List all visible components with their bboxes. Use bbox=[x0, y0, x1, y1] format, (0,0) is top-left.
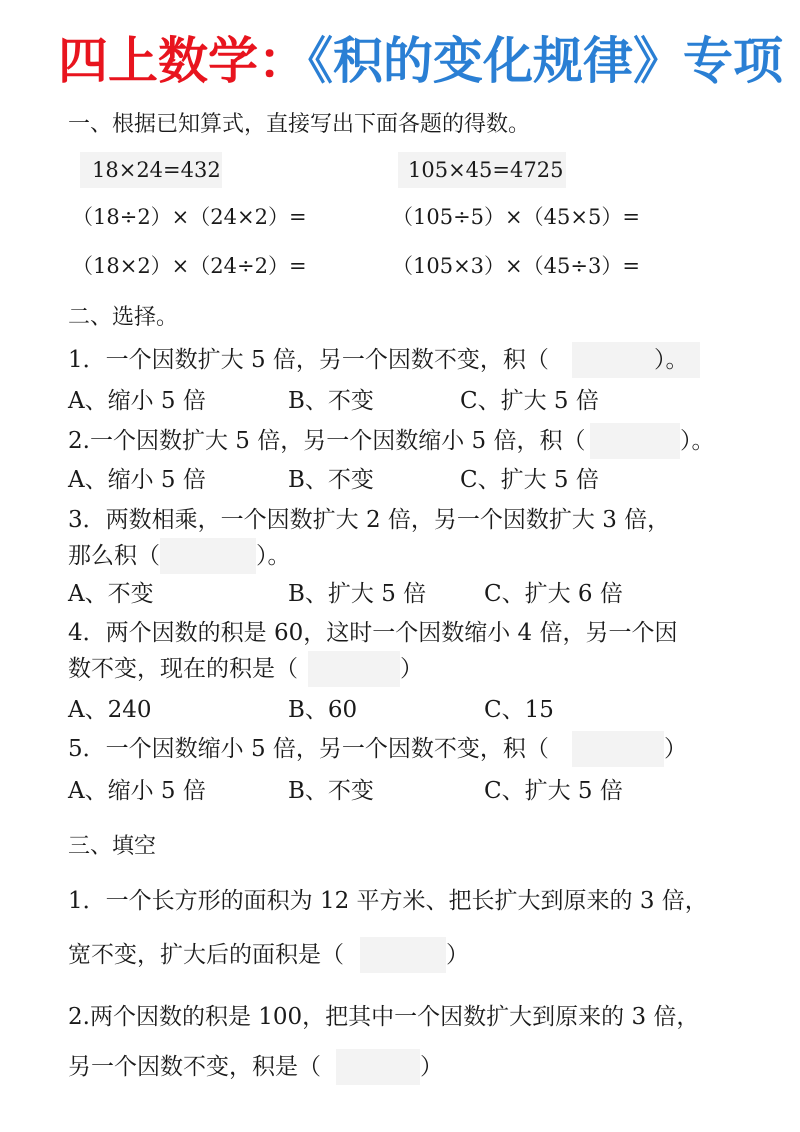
given-equation-left: 18×24=432 bbox=[92, 158, 221, 182]
q1-text: 1．一个因数扩大 5 倍，另一个因数不变，积（ bbox=[68, 347, 549, 373]
q4-option-b[interactable]: B、60 bbox=[288, 697, 358, 723]
q4-answer-blank[interactable] bbox=[308, 651, 400, 687]
fill-q1-end: ） bbox=[446, 942, 469, 968]
q3-line1: 3．两数相乘，一个因数扩大 2 倍，另一个因数扩大 3 倍， bbox=[68, 507, 671, 533]
fill-q2-answer-blank[interactable] bbox=[336, 1049, 420, 1085]
fill-q1-line1: 1．一个长方形的面积为 12 平方米、把长扩大到原来的 3 倍， bbox=[68, 888, 708, 914]
q3-option-c[interactable]: C、扩大 6 倍 bbox=[484, 581, 623, 607]
calc-left-2: （18×2）×（24÷2）= bbox=[72, 254, 307, 278]
q4-end: ） bbox=[400, 656, 423, 682]
q5-option-c[interactable]: C、扩大 5 倍 bbox=[484, 778, 623, 804]
q2-option-c[interactable]: C、扩大 5 倍 bbox=[460, 467, 599, 493]
fill-q2-line1: 2.两个因数的积是 100，把其中一个因数扩大到原来的 3 倍， bbox=[68, 1004, 700, 1030]
fill-q1-line2: 宽不变，扩大后的面积是（ bbox=[68, 942, 344, 968]
q2-end: ）。 bbox=[680, 428, 715, 454]
q4-option-a[interactable]: A、240 bbox=[68, 697, 152, 723]
q3-line2: 那么积（ bbox=[68, 543, 160, 569]
given-equation-right: 105×45=4725 bbox=[408, 158, 564, 182]
q4-line2: 数不变，现在的积是（ bbox=[68, 656, 298, 682]
q2-answer-blank[interactable] bbox=[590, 423, 680, 459]
q1-option-c[interactable]: C、扩大 5 倍 bbox=[460, 388, 599, 414]
section3-heading: 三、填空 bbox=[68, 834, 157, 859]
q3-option-a[interactable]: A、不变 bbox=[68, 581, 154, 607]
q2-text: 2.一个因数扩大 5 倍，另一个因数缩小 5 倍，积（ bbox=[68, 428, 586, 454]
title-prefix: 四上数学： bbox=[58, 32, 308, 90]
q4-option-c[interactable]: C、15 bbox=[484, 697, 554, 723]
calc-right-1: （105÷5）×（45×5）= bbox=[392, 205, 640, 229]
section2-heading: 二、选择。 bbox=[68, 305, 179, 330]
q3-end: ）。 bbox=[256, 543, 291, 569]
section1-heading: 一、根据已知算式，直接写出下面各题的得数。 bbox=[68, 112, 531, 137]
calc-right-2: （105×3）×（45÷3）= bbox=[392, 254, 640, 278]
title-main: 《积的变化规律》专项 bbox=[308, 32, 783, 90]
q5-end: ） bbox=[664, 736, 687, 762]
q3-option-b[interactable]: B、扩大 5 倍 bbox=[288, 581, 427, 607]
q2-option-a[interactable]: A、缩小 5 倍 bbox=[68, 467, 206, 493]
q3-answer-blank[interactable] bbox=[160, 538, 256, 574]
q5-option-b[interactable]: B、不变 bbox=[288, 778, 374, 804]
q4-line1: 4．两个因数的积是 60，这时一个因数缩小 4 倍，另一个因 bbox=[68, 620, 678, 646]
fill-q2-end: ） bbox=[420, 1054, 443, 1080]
q2-option-b[interactable]: B、不变 bbox=[288, 467, 374, 493]
q5-answer-blank[interactable] bbox=[572, 731, 664, 767]
q1-option-a[interactable]: A、缩小 5 倍 bbox=[68, 388, 206, 414]
page-title bbox=[58, 32, 783, 90]
q1-option-b[interactable]: B、不变 bbox=[288, 388, 374, 414]
calc-left-1: （18÷2）×（24×2）= bbox=[72, 205, 307, 229]
fill-q1-answer-blank[interactable] bbox=[360, 937, 446, 973]
q5-text: 5．一个因数缩小 5 倍，另一个因数不变，积（ bbox=[68, 736, 549, 762]
q5-option-a[interactable]: A、缩小 5 倍 bbox=[68, 778, 206, 804]
q1-end: ）。 bbox=[654, 347, 689, 373]
fill-q2-line2: 另一个因数不变，积是（ bbox=[68, 1054, 321, 1080]
